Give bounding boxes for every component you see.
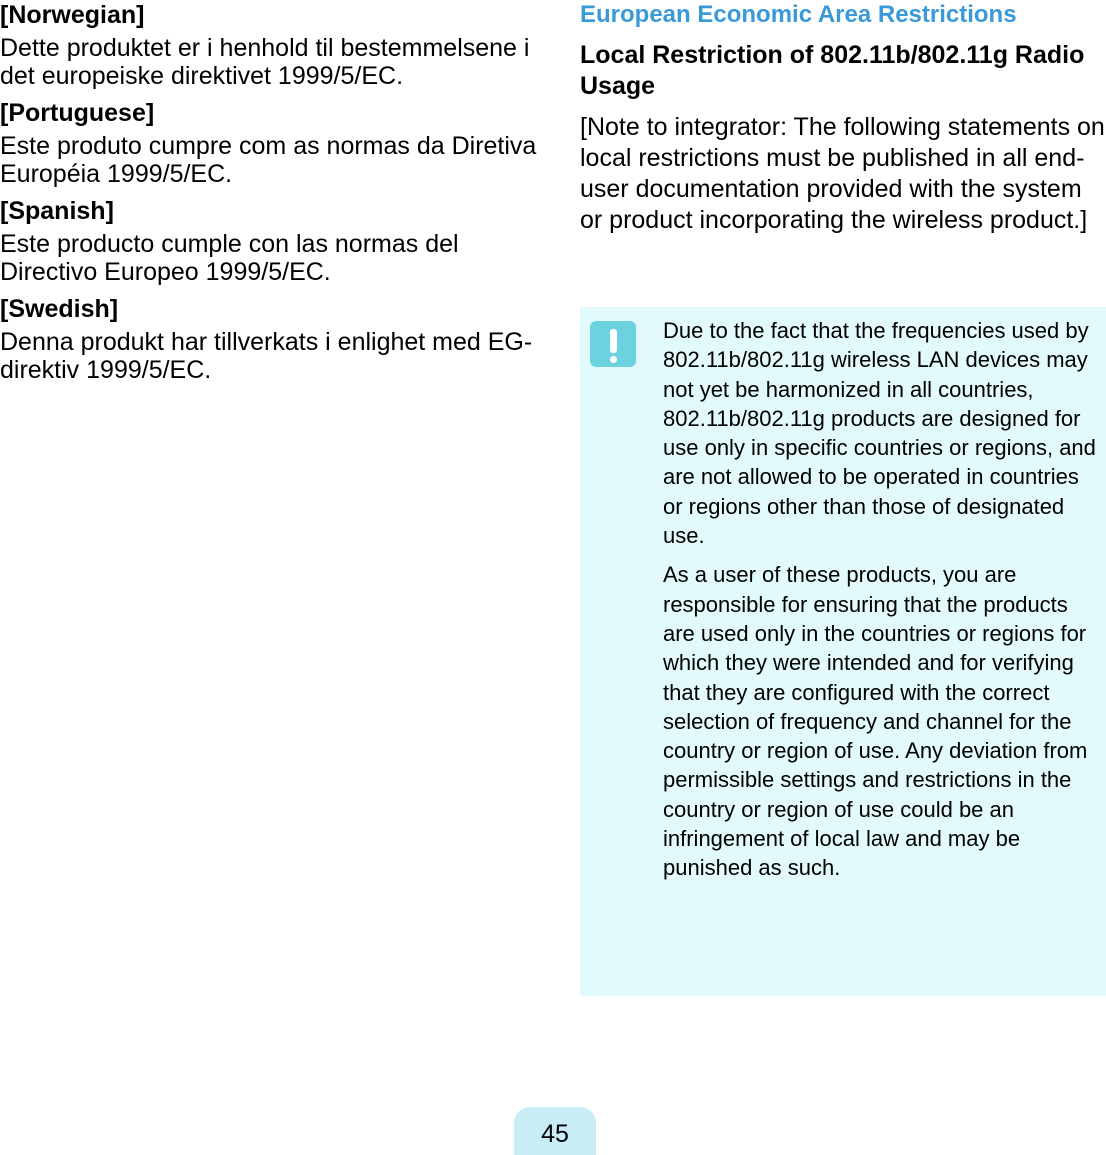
language-block-norwegian [0, 0, 545, 90]
caution-box [580, 307, 1106, 996]
language-heading: [Swedish] [0, 295, 119, 323]
caution-paragraph: As a user of these products, you are responsible for ensuring that the products are used only in the countries or regions for which they were intended and for verifying that they are configured with the correct selection of frequency and channel for the country or region of use. Any deviation from permissible settings and restrictions in the country or region of use could be an infringement of local law and may be punished as such. [663, 562, 1088, 881]
language-heading: [Portuguese] [0, 99, 155, 127]
language-statement: Este producto cumple con las normas del Directivo Europeo 1999/5/EC. [0, 230, 459, 286]
caution-paragraph: Due to the fact that the frequencies used by 802.11b/802.11g wireless LAN devices may not yet be harmonized in all countries, 802.11b/802.11g products are designed for use only in specific countries or regions, and are not allowed to be operated in countries or regions other than those of designated use. [663, 318, 1096, 549]
language-block-portuguese [0, 98, 545, 188]
page-number: 45 [541, 1120, 569, 1148]
section-title: European Economic Area Restrictions [580, 1, 1017, 28]
language-heading: [Norwegian] [0, 1, 145, 29]
caution-exclamation-icon [590, 321, 636, 367]
language-block-swedish [0, 294, 545, 384]
caution-content [663, 316, 1098, 893]
eea-restrictions-column [580, 0, 1106, 236]
language-block-spanish [0, 196, 545, 286]
language-compliance-column [0, 0, 545, 392]
language-statement: Dette produktet er i henhold til bestemmelsene i det europeiske direktivet 1999/5/EC. [0, 34, 530, 90]
subsection-title: Local Restriction of 802.11b/802.11g Radio Usage [580, 41, 1085, 100]
integrator-note: [Note to integrator: The following statements on local restrictions must be published in all end-user documentation provided with the system or product incorporating the wireless product.] [580, 113, 1105, 234]
language-statement: Denna produkt har tillverkats i enlighet med EG-direktiv 1999/5/EC. [0, 328, 533, 384]
language-heading: [Spanish] [0, 197, 114, 225]
language-statement: Este produto cumpre com as normas da Diretiva Européia 1999/5/EC. [0, 132, 537, 188]
